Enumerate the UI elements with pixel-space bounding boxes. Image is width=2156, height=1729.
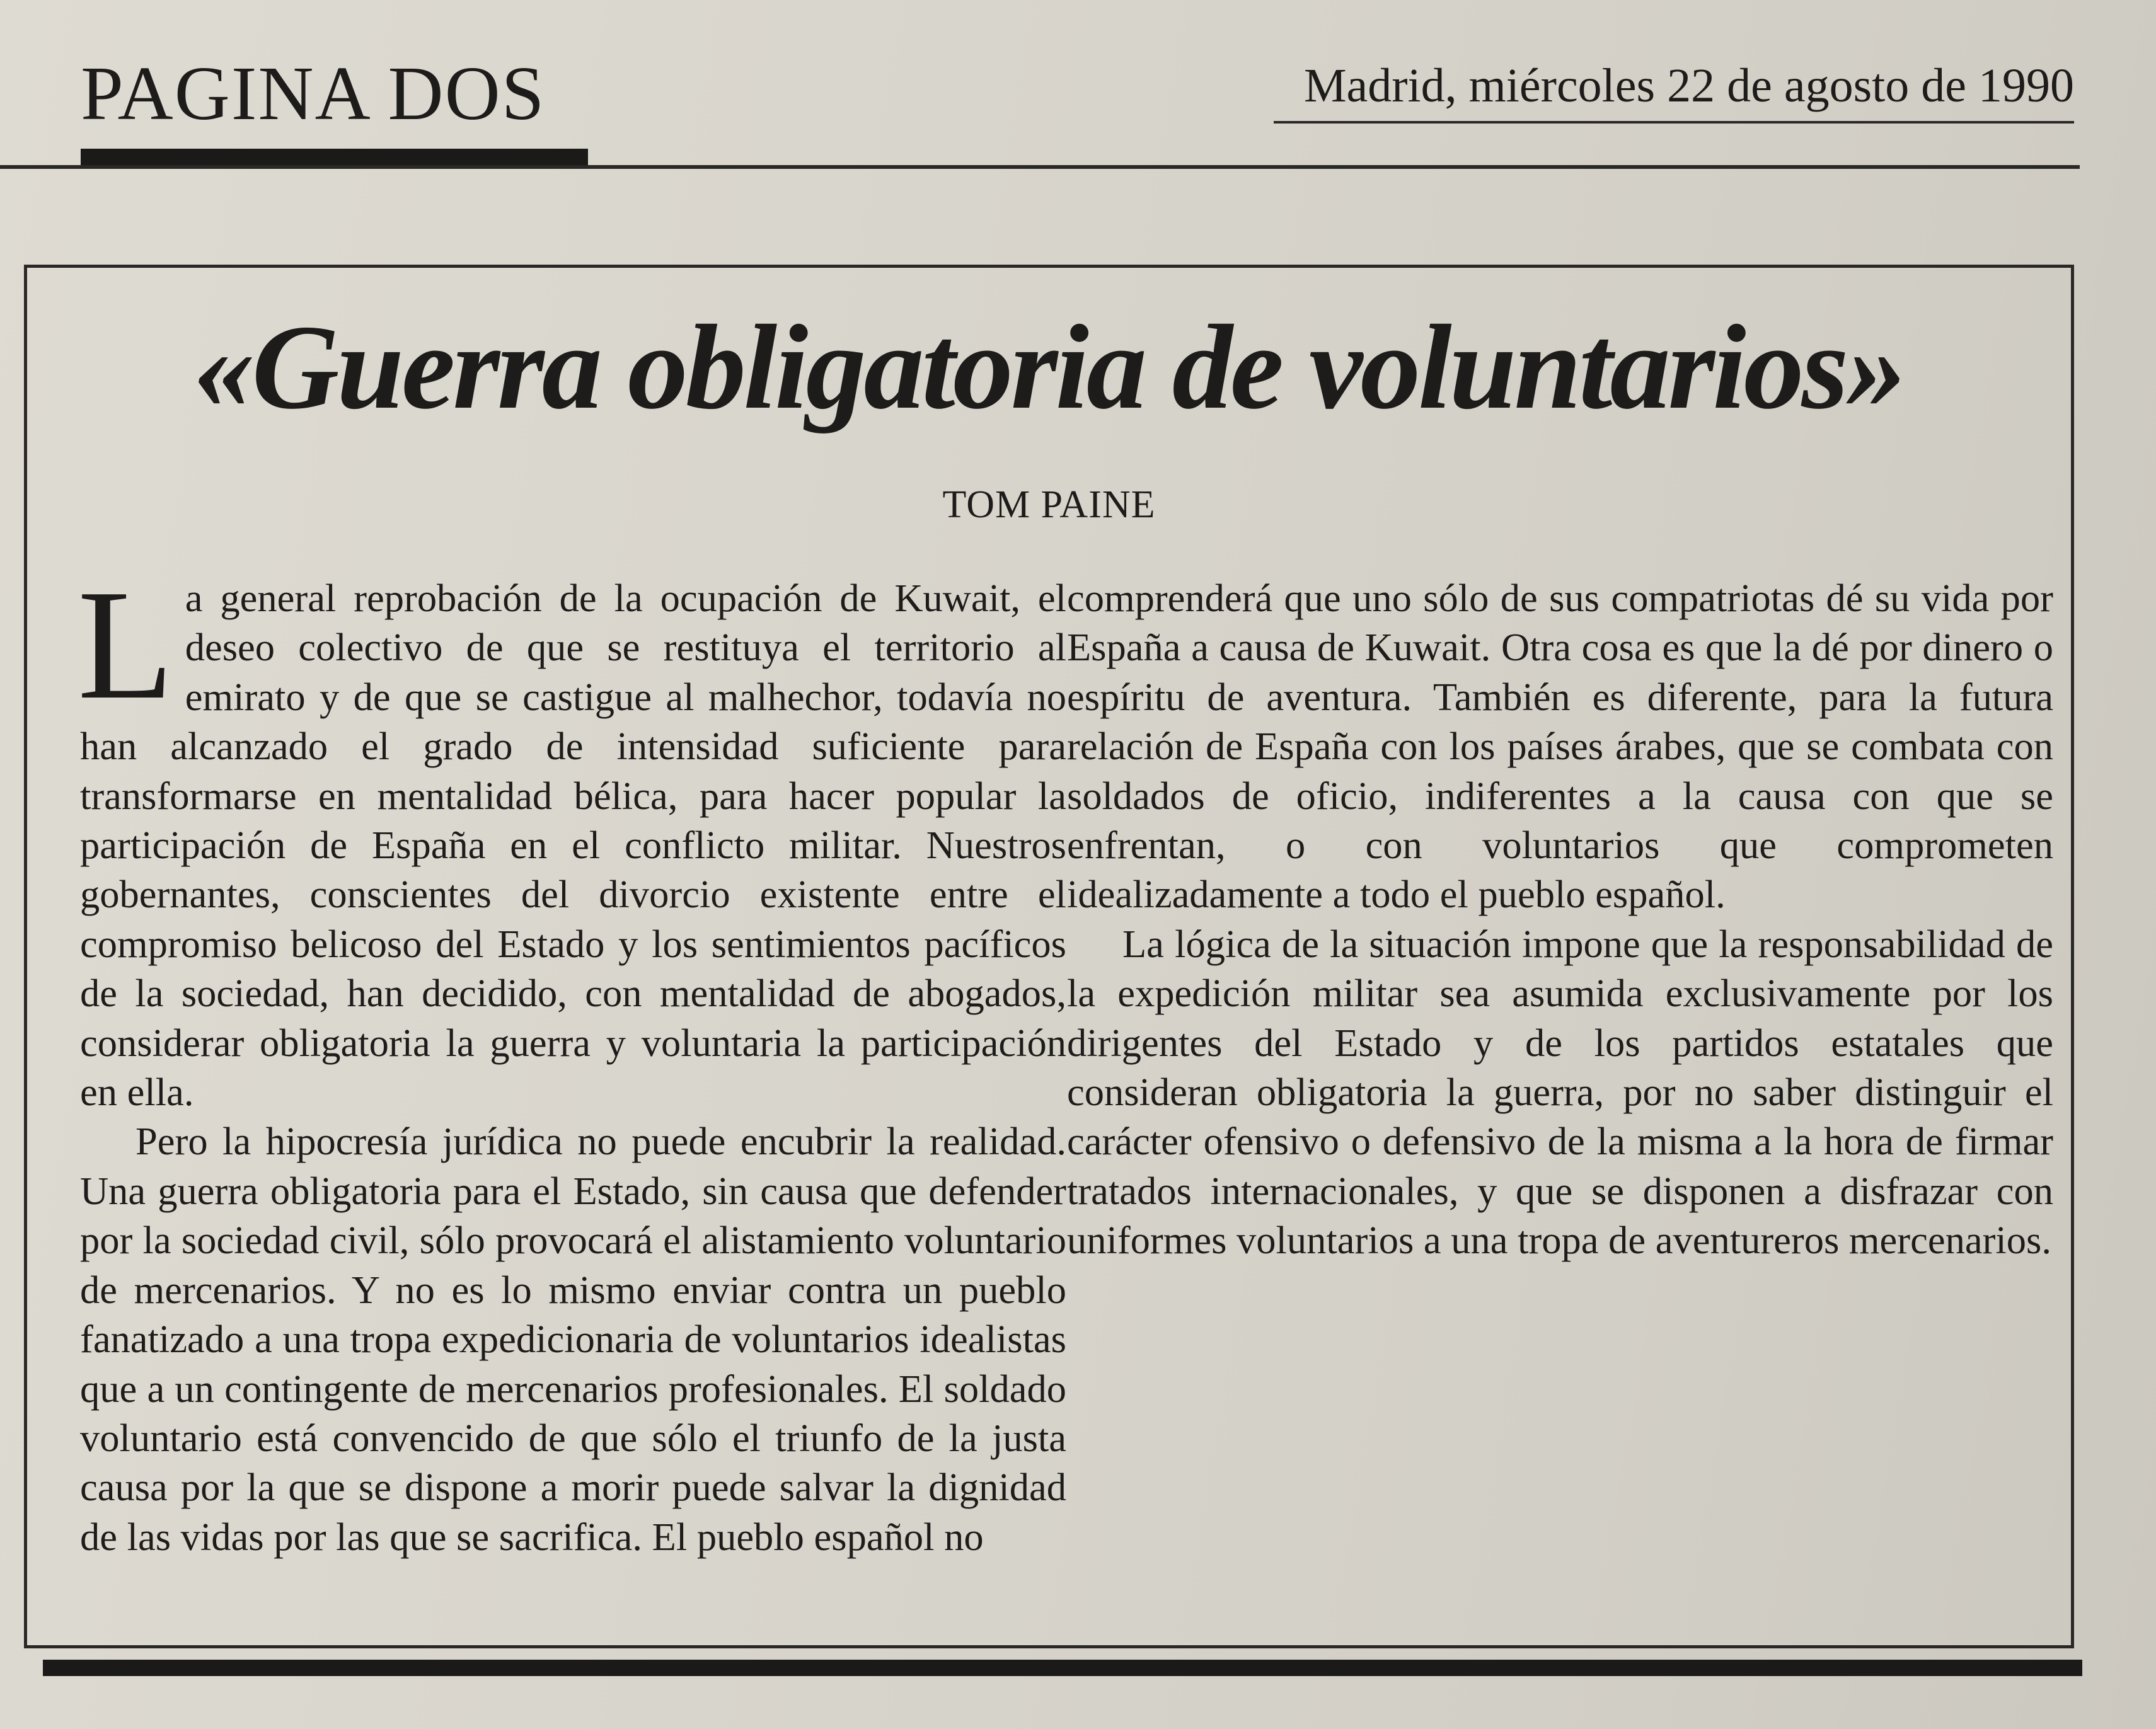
- drop-cap: L: [78, 558, 174, 732]
- section-label: PAGINA DOS: [81, 51, 546, 136]
- article-column-left: [78, 558, 1066, 1561]
- dateline: Madrid, miércoles 22 de agosto de 1990: [1303, 59, 2074, 112]
- dateline-rule: [1274, 121, 2074, 123]
- bottom-rule: [43, 1660, 2082, 1676]
- header-rule: [0, 165, 2080, 169]
- paragraph-2-continued: comprenderá que uno sólo de sus compatriotas dé su vida por España a causa de Kuwait. Otra cosa es que la dé por dinero o espíritu de aventura. También es diferente, para la futura relación de España con los países árabes, que se combata con soldados de oficio, indiferentes a la causa con que se enfrentan, o con voluntarios que comprometen idealizadamente a todo el pueblo español.: [1067, 576, 2053, 917]
- paragraph-2: Pero la hipocresía jurídica no puede encubrir la realidad. Una guerra obligatoria para el Estado, sin causa que defender por la sociedad civil, sólo provocará el alistamiento voluntario de mercenarios. Y no es lo mismo enviar contra un pueblo fanatizado a una tropa expedicionaria de voluntarios idealistas que a un contingente de mercenarios profesionales. El soldado voluntario está convencido de que sólo el triunfo de la justa causa por la que se dispone a morir puede salvar la dignidad de las vidas por las que se sacrifica. El pueblo español no: [80, 1119, 1066, 1559]
- paragraph-1: [78, 558, 1066, 1117]
- paragraph-3: La lógica de la situación impone que la responsabilidad de la expedición militar sea asumida exclusivamente por los dirigentes del Estado y de los partidos estatales que consideran obligatoria la guerra, por no saber distinguir el carácter ofensivo o defensivo de la misma a la hora de firmar tratados internacionales, y que se disponen a disfrazar con uniformes voluntarios a una tropa de aventureros mercenarios.: [1067, 921, 2053, 1263]
- article-column-right: [1067, 573, 2053, 1265]
- article-byline: TOM PAINE: [942, 483, 1156, 526]
- article-title: «Guerra obligatoria de voluntarios»: [193, 300, 1905, 434]
- paragraph-1-text: a general reprobación de la ocupación de Kuwait, el deseo colectivo de que se restituya el territorio al emirato y de que se castigue al malhechor, todavía no han alcanzado el grado de intensidad suficiente para transformarse en mentalidad bélica, para hacer popular la participación de España en el conflicto militar. Nuestros gobernantes, conscientes del divorcio existente entre el compromiso belicoso del Estado y los sentimientos pacíficos de la sociedad, han decidido, con mentalidad de abogados, considerar obligatoria la guerra y voluntaria la participación en ella.: [80, 576, 1066, 1115]
- article-box: [24, 265, 2074, 1648]
